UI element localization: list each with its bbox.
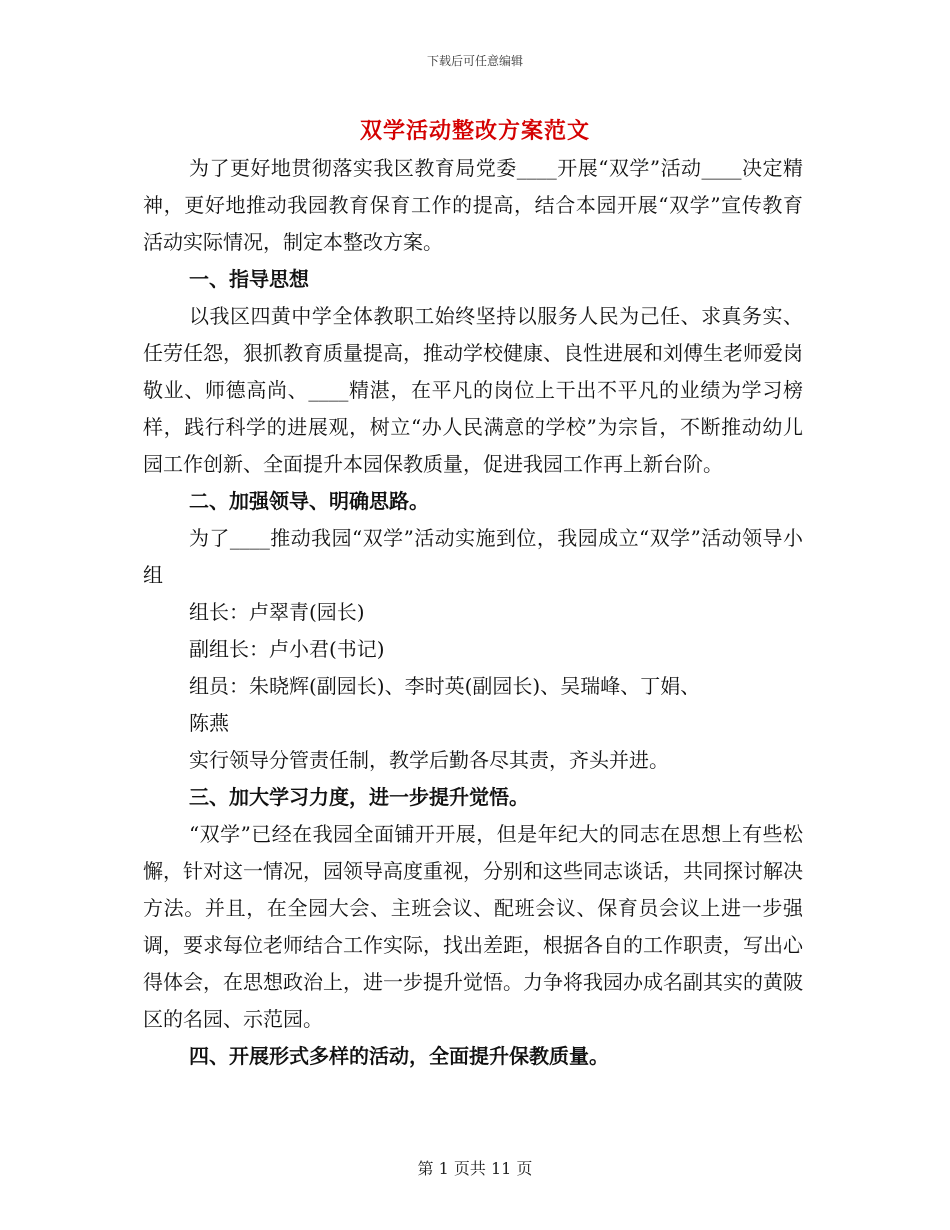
document-body	[143, 150, 803, 1075]
group-leader: 组长：卢翠青(园长)	[189, 600, 365, 624]
intro-paragraph: 为了更好地贯彻落实我区教育局党委____开展“双学”活动____决定精神，更好地推动我园教育保育工作的提高，结合本园开展“双学”宣传教育活动实际情况，制定本整改方案。	[143, 156, 803, 254]
section-1-paragraph: 以我区四黄中学全体教职工始终坚持以服务人民为己任、求真务实、任劳任怨，狠抓教育质量提高，推动学校健康、良性进展和刘傅生老师爱岗敬业、师德高尚、____精湛，在平凡的岗位上干出不平凡的业绩为学习榜样，践行科学的进展观，树立“办人民满意的学校”为宗旨，不断推动幼儿园工作创新、全面提升本园保教质量，促进我园工作再上新台阶。	[143, 304, 803, 476]
page-footer: 第 1 页共 11 页	[417, 1159, 533, 1178]
responsibility-paragraph: 实行领导分管责任制，教学后勤各尽其责，齐头并进。	[189, 748, 669, 772]
section-3-paragraph: “双学”已经在我园全面铺开开展，但是年纪大的同志在思想上有些松懈，针对这一情况，园领导高度重视，分别和这些同志谈话，共同探讨解决方法。并且，在全园大会、主班会议、配班会议、保育员会议上进一步强调，要求每位老师结合工作实际，找出差距，根据各自的工作职责，写出心得体会，在思想政治上，进一步提升觉悟。力争将我园办成名副其实的黄陂区的名园、示范园。	[143, 822, 803, 1031]
section-heading-3: 三、加大学习力度，进一步提升觉悟。	[189, 785, 529, 809]
document-title: 双学活动整改方案范文	[359, 118, 590, 144]
group-vice-leader: 副组长：卢小君(书记)	[189, 637, 385, 661]
group-members: 组员：朱晓辉(副园长)、李时英(副园长)、吴瑞峰、丁娟、	[189, 674, 701, 698]
section-heading-1: 一、指导思想	[189, 267, 309, 291]
section-2-paragraph: 为了____推动我园“双学”活动实施到位，我园成立“双学”活动领导小组	[143, 526, 803, 587]
section-heading-2: 二、加强领导、明确思路。	[189, 489, 429, 513]
section-heading-4: 四、开展形式多样的活动，全面提升保教质量。	[189, 1044, 609, 1068]
header-note: 下载后可任意编辑	[426, 54, 523, 68]
group-members-continued: 陈燕	[189, 711, 229, 735]
